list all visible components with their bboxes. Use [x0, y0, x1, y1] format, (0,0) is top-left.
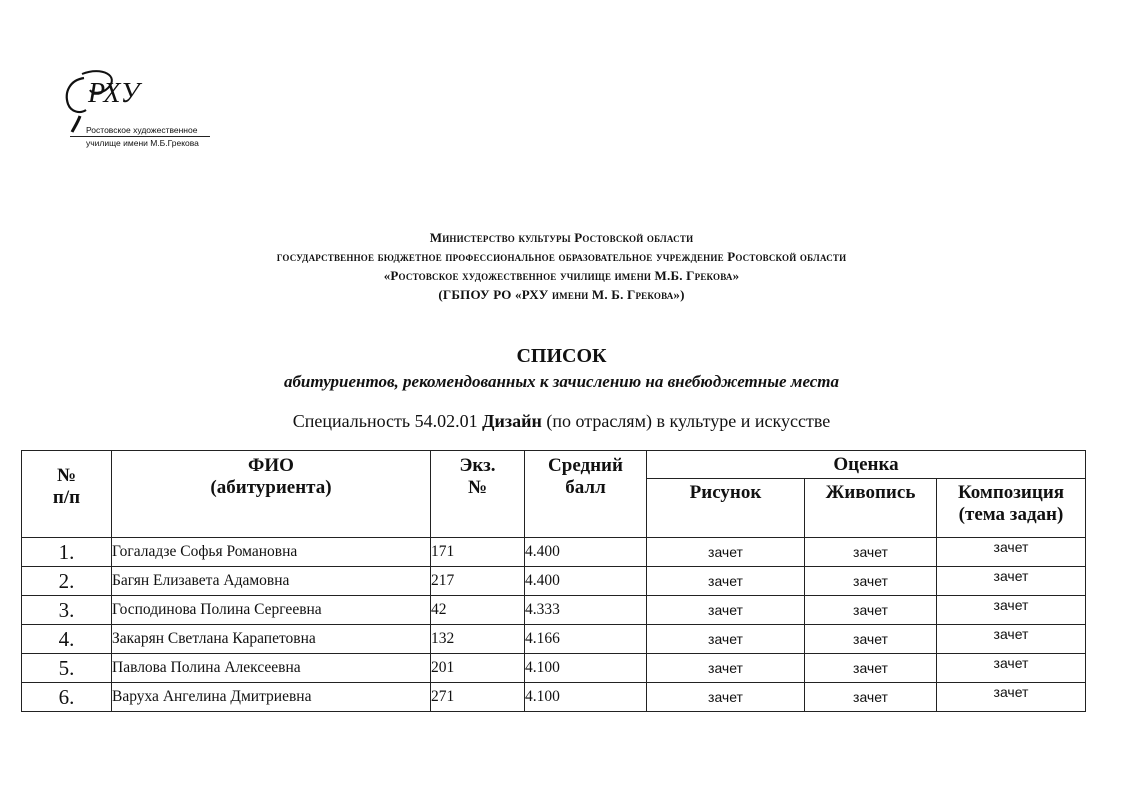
header-exam — [431, 451, 525, 538]
row-number: 3. — [22, 596, 112, 625]
row-painting: зачет — [805, 538, 937, 567]
header-number — [22, 451, 112, 538]
header-average — [525, 451, 647, 538]
table-row — [22, 596, 1086, 625]
row-painting: зачет — [805, 625, 937, 654]
row-drawing: зачет — [647, 683, 805, 712]
row-drawing: зачет — [647, 625, 805, 654]
row-average: 4.100 — [525, 683, 647, 712]
row-drawing: зачет — [647, 567, 805, 596]
document-subtitle: абитуриентов, рекомендованных к зачислению на внебюджетные места — [283, 372, 840, 391]
row-name: Павлова Полина Алексеевна — [112, 654, 431, 683]
row-number: 2. — [22, 567, 112, 596]
applicants-table — [21, 450, 1086, 712]
row-number: 5. — [22, 654, 112, 683]
row-average: 4.166 — [525, 625, 647, 654]
row-painting: зачет — [805, 596, 937, 625]
specialty-prefix: Специальность 54.02.01 — [292, 411, 483, 431]
row-exam: 171 — [431, 538, 525, 567]
org-abbreviation: (ГБПОУ РО «РХУ имени М. Б. Грекова») — [438, 287, 685, 302]
specialty-name: Дизайн — [482, 411, 542, 431]
logo-monogram-text: РХУ — [88, 78, 140, 109]
specialty-line — [0, 411, 1123, 432]
school-logo — [62, 66, 212, 152]
row-exam: 201 — [431, 654, 525, 683]
row-composition: зачет — [937, 567, 1086, 596]
row-name: Господинова Полина Сергеевна — [112, 596, 431, 625]
header-average-line2: балл — [565, 477, 606, 498]
header-number-line1: № — [56, 465, 77, 486]
table-row — [22, 567, 1086, 596]
row-exam: 217 — [431, 567, 525, 596]
header-name — [112, 451, 431, 538]
document-title: СПИСОК — [516, 345, 607, 367]
table-row — [22, 654, 1086, 683]
row-average: 4.100 — [525, 654, 647, 683]
header-drawing: Рисунок — [647, 479, 805, 538]
org-institution-name: «Ростовское художественное училище имени М.Б. Грекова» — [383, 268, 740, 283]
row-number: 1. — [22, 538, 112, 567]
row-exam: 42 — [431, 596, 525, 625]
header-composition — [937, 479, 1086, 538]
org-ministry: Министерство культуры Ростовской области — [429, 230, 694, 245]
header-painting: Живопись — [805, 479, 937, 538]
header-composition-line1: Композиция — [957, 482, 1065, 503]
row-name: Варуха Ангелина Дмитриевна — [112, 683, 431, 712]
row-composition: зачет — [937, 625, 1086, 654]
table-row — [22, 538, 1086, 567]
row-exam: 132 — [431, 625, 525, 654]
row-drawing: зачет — [647, 538, 805, 567]
row-number: 6. — [22, 683, 112, 712]
row-composition: зачет — [937, 683, 1086, 712]
header-name-line1: ФИО — [248, 455, 294, 476]
row-exam: 271 — [431, 683, 525, 712]
row-painting: зачет — [805, 683, 937, 712]
row-number: 4. — [22, 625, 112, 654]
header-average-line1: Средний — [548, 455, 623, 476]
row-average: 4.333 — [525, 596, 647, 625]
row-name: Багян Елизавета Адамовна — [112, 567, 431, 596]
row-composition: зачет — [937, 596, 1086, 625]
logo-monogram-graphic — [62, 66, 162, 134]
specialty-suffix: (по отраслям) в культуре и искусстве — [541, 411, 831, 431]
logo-caption-line1: Ростовское художественное — [86, 125, 198, 135]
row-composition: зачет — [937, 538, 1086, 567]
row-painting: зачет — [805, 654, 937, 683]
header-exam-line1: Экз. — [459, 455, 496, 476]
header-grade-group: Оценка — [647, 451, 1086, 479]
row-name: Закарян Светлана Карапетовна — [112, 625, 431, 654]
table-row — [22, 683, 1086, 712]
header-composition-line2: (тема задан) — [958, 504, 1064, 525]
row-drawing: зачет — [647, 596, 805, 625]
header-name-line2: (абитуриента) — [210, 477, 332, 498]
table-header-row — [22, 451, 1086, 479]
row-average: 4.400 — [525, 567, 647, 596]
logo-caption-line2: училище имени М.Б.Грекова — [86, 138, 199, 148]
header-number-line2: п/п — [52, 487, 81, 508]
table-row — [22, 625, 1086, 654]
row-name: Гогаладзе Софья Романовна — [112, 538, 431, 567]
header-exam-line2: № — [467, 477, 488, 498]
logo-divider — [70, 136, 210, 137]
row-drawing: зачет — [647, 654, 805, 683]
row-average: 4.400 — [525, 538, 647, 567]
row-painting: зачет — [805, 567, 937, 596]
row-composition: зачет — [937, 654, 1086, 683]
org-institution-type: государственное бюджетное профессиональное образовательное учреждение Ростовской области — [276, 249, 847, 264]
